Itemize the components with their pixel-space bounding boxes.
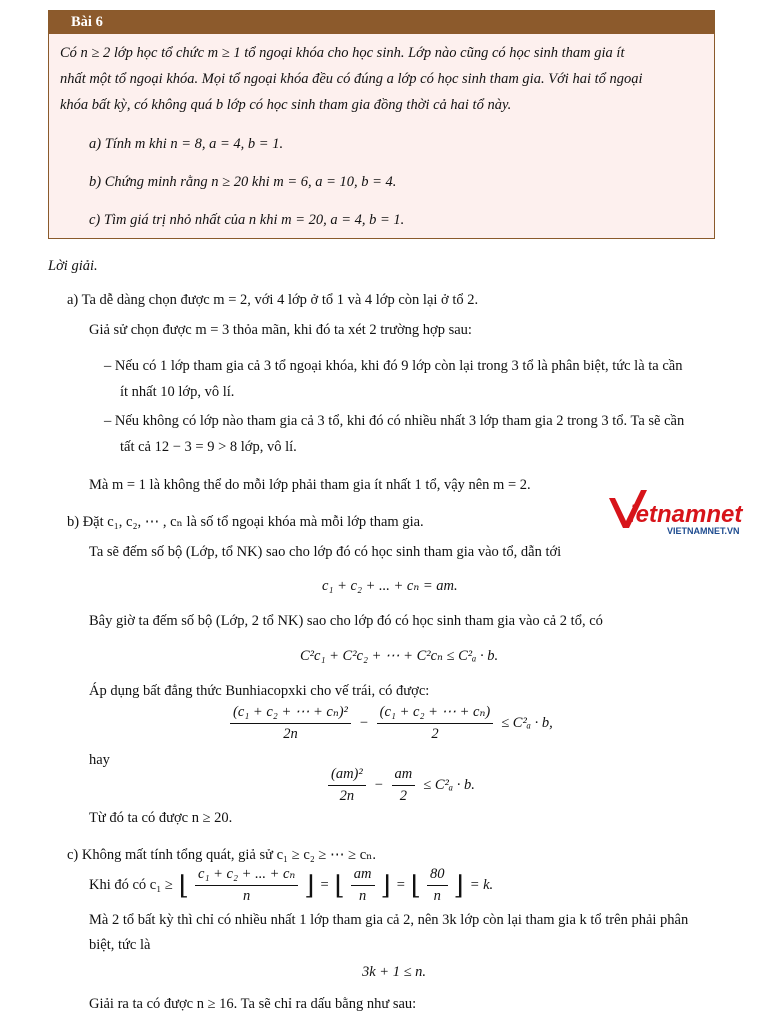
- sol-c-eq: 3k + 1 ≤ n.: [362, 964, 427, 980]
- eq-sign-1: =: [320, 877, 329, 893]
- eq4-fraction-1: [328, 766, 366, 805]
- problem-header: [49, 11, 714, 34]
- eq4-num-1: (am)²: [328, 766, 366, 786]
- sol-b-line2: Ta sẽ đếm số bộ (Lớp, tổ NK) sao cho lớp đó có học sinh tham gia vào tổ, dẫn tới: [89, 544, 562, 560]
- logo-url: VIETNAMNET.VN: [667, 526, 740, 536]
- eq3-tail: ≤ C²ₐ · b,: [501, 715, 553, 731]
- problem-part-a: a) Tính m khi n = 8, a = 4, b = 1.: [89, 136, 284, 152]
- c-frac2-num: am: [351, 866, 375, 886]
- eq4-fraction-2: [392, 766, 416, 805]
- vietnamnet-logo: [607, 488, 753, 540]
- sol-a-bullet1-l1: – Nếu có 1 lớp tham gia cả 3 tổ ngoại khóa, khi đó 9 lớp còn lại trong 3 tổ là phân biệt, tức là ta cần: [104, 358, 683, 374]
- sol-b-line1: b) Đặt c₁, c₂, ⋯ , cₙ là số tổ ngoại khóa mà mỗi lớp tham gia.: [67, 514, 424, 530]
- c-fraction-1: [195, 866, 298, 905]
- eq-sign-2: =: [396, 877, 405, 893]
- eq4-tail: ≤ C²ₐ · b.: [423, 777, 475, 793]
- sol-b-hay: hay: [89, 752, 110, 768]
- sol-b-eq4: [328, 766, 475, 805]
- sol-c-line2: [89, 866, 493, 905]
- sol-b-conclusion: Từ đó ta có được n ≥ 20.: [89, 810, 233, 826]
- sol-c-line3-l2: biệt, tức là: [89, 937, 151, 953]
- eq4-num-2: am: [392, 766, 416, 786]
- statement-line-2: nhất một tổ ngoại khóa. Mọi tổ ngoại khóa đều có đúng a lớp có học sinh tham gia. Với hai tổ ngoại: [60, 71, 643, 87]
- floor-left-1: ⌊: [178, 870, 190, 900]
- problem-part-b: b) Chứng minh rằng n ≥ 20 khi m = 6, a = 10, b = 4.: [89, 174, 397, 190]
- sol-c-line2-tail: = k.: [469, 877, 494, 893]
- vietnamnet-logo-graphic: [607, 488, 753, 540]
- problem-box: [48, 10, 715, 239]
- sol-c-line4: Giải ra ta có được n ≥ 16. Ta sẽ chỉ ra dấu bằng như sau:: [89, 996, 417, 1012]
- problem-title: Bài 6: [71, 14, 103, 30]
- c-frac2-den: n: [359, 888, 367, 904]
- eq4-den-1: 2n: [339, 788, 355, 804]
- eq3-fraction-1: [230, 704, 351, 743]
- c-frac3-num: 80: [427, 866, 448, 886]
- sol-a-bullet2-l2: tất cả 12 − 3 = 9 > 8 lớp, vô lí.: [120, 439, 297, 455]
- floor-left-3: ⌊: [410, 870, 422, 900]
- c-fraction-2: [351, 866, 375, 905]
- sol-a-bullet2-l1: – Nếu không có lớp nào tham gia cả 3 tổ, khi đó có nhiều nhất 3 lớp tham gia 2 trong 3 tổ. Ta sẽ cần: [104, 413, 685, 429]
- eq4-minus: −: [373, 777, 384, 793]
- sol-a-line2: Giả sử chọn được m = 3 thỏa mãn, khi đó ta xét 2 trường hợp sau:: [89, 322, 472, 338]
- eq3-den-1: 2n: [283, 726, 298, 742]
- eq3-fraction-2: [377, 704, 494, 743]
- sol-a-bullet1-l2: ít nhất 10 lớp, vô lí.: [120, 384, 235, 400]
- c-fraction-3: [427, 866, 448, 905]
- sol-b-eq2: C²c₁ + C²c₂ + ⋯ + C²cₙ ≤ C²ₐ · b.: [300, 648, 499, 664]
- eq4-den-2: 2: [399, 788, 408, 804]
- eq3-den-2: 2: [431, 726, 439, 742]
- statement-line-1: Có n ≥ 2 lớp học tổ chức m ≥ 1 tổ ngoại khóa cho học sinh. Lớp nào cũng có học sinh tham gia ít: [60, 45, 625, 61]
- floor-right-3: ⌋: [453, 870, 464, 900]
- c-frac1-num: c₁ + c₂ + ... + cₙ: [195, 866, 298, 886]
- c-frac1-den: n: [243, 888, 251, 904]
- problem-part-c: c) Tìm giá trị nhỏ nhất của n khi m = 20, a = 4, b = 1.: [89, 212, 405, 228]
- logo-wordmark: ietnamnet: [629, 501, 743, 528]
- eq3-num-2: (c₁ + c₂ + ⋯ + cₙ): [377, 704, 494, 724]
- eq3-minus: −: [358, 715, 369, 731]
- sol-a-line1: a) Ta dễ dàng chọn được m = 2, với 4 lớp ở tổ 1 và 4 lớp còn lại ở tổ 2.: [67, 292, 479, 308]
- sol-b-line3: Bây giờ ta đếm số bộ (Lớp, 2 tổ NK) sao cho lớp đó có học sinh tham gia vào cả 2 tổ, có: [89, 613, 603, 629]
- sol-b-line4: Áp dụng bất đẳng thức Bunhiacopxki cho vế trái, có được:: [89, 683, 430, 699]
- floor-left-2: ⌊: [334, 870, 345, 900]
- solution-heading: Lời giải.: [48, 258, 98, 274]
- sol-b-eq1: c₁ + c₂ + ... + cₙ = am.: [322, 578, 458, 594]
- floor-right-2: ⌋: [380, 870, 391, 900]
- sol-c-line3-l1: Mà 2 tổ bất kỳ thì chỉ có nhiều nhất 1 lớp tham gia cả 2, nên 3k lớp còn lại tham gia k tổ trên phải phân: [89, 912, 689, 928]
- sol-a-conclusion: Mà m = 1 là không thể do mỗi lớp phải tham gia ít nhất 1 tổ, vậy nên m = 2.: [89, 477, 531, 493]
- floor-right-1: ⌋: [304, 870, 315, 900]
- eq3-num-1: (c₁ + c₂ + ⋯ + cₙ)²: [230, 704, 351, 724]
- c-frac3-den: n: [433, 888, 441, 904]
- sol-c-line1: c) Không mất tính tổng quát, giả sử c₁ ≥ c₂ ≥ ⋯ ≥ cₙ.: [67, 847, 377, 863]
- statement-line-3: khóa bất kỳ, có không quá b lớp có học sinh tham gia đồng thời cả hai tổ này.: [60, 97, 512, 113]
- sol-c-line2-pre: Khi đó có c₁ ≥: [89, 877, 173, 893]
- sol-b-eq3: [230, 704, 553, 743]
